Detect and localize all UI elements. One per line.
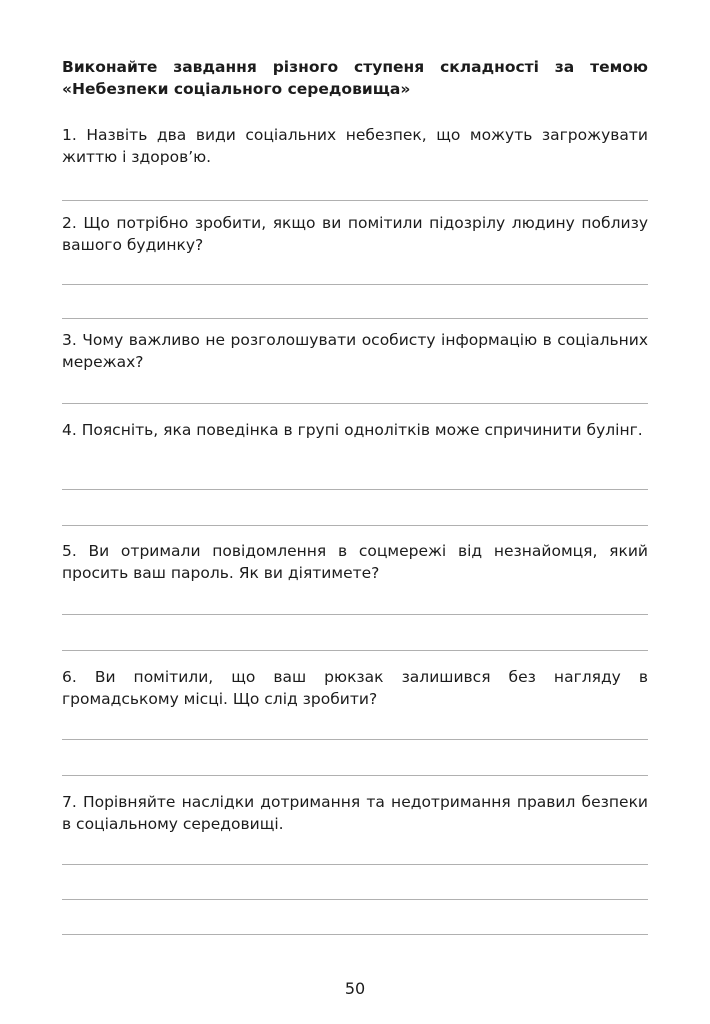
task-4-text: 4. Поясніть, яка поведінка в групі однолітків може спричинити булінг. bbox=[62, 421, 643, 439]
answer-line[interactable] bbox=[62, 318, 648, 319]
task-3-text: 3. Чому важливо не розголошувати особисту інформацію в соціальних мережах? bbox=[62, 331, 648, 371]
answer-line[interactable] bbox=[62, 200, 648, 201]
answer-line[interactable] bbox=[62, 403, 648, 404]
task-1 bbox=[62, 124, 648, 168]
heading-line-1: Виконайте завдання різного ступеня складності за темою bbox=[62, 58, 648, 76]
answer-line[interactable] bbox=[62, 614, 648, 615]
answer-line[interactable] bbox=[62, 489, 648, 490]
answer-line[interactable] bbox=[62, 934, 648, 935]
task-6-text: 6. Ви помітили, що ваш рюкзак залишився без нагляду в громадському місці. Що слід зробити? bbox=[62, 668, 648, 708]
task-6 bbox=[62, 666, 648, 710]
worksheet-page bbox=[62, 56, 648, 833]
task-4 bbox=[62, 419, 648, 441]
page-number: 50 bbox=[344, 979, 366, 998]
task-5-text: 5. Ви отримали повідомлення в соцмережі від незнайомця, який просить ваш пароль. Як ви діятимете? bbox=[62, 542, 648, 582]
task-7-text: 7. Порівняйте наслідки дотримання та недотримання правил безпеки в соціальному середовищі. bbox=[62, 793, 648, 833]
answer-line[interactable] bbox=[62, 739, 648, 740]
task-2 bbox=[62, 212, 648, 256]
heading-line-2: «Небезпеки соціального середовища» bbox=[62, 80, 411, 98]
task-3 bbox=[62, 329, 648, 373]
answer-line[interactable] bbox=[62, 650, 648, 651]
answer-line[interactable] bbox=[62, 284, 648, 285]
answer-line[interactable] bbox=[62, 864, 648, 865]
task-1-text: 1. Назвіть два види соціальних небезпек, що можуть загрожувати життю і здоров’ю. bbox=[62, 126, 648, 166]
task-5 bbox=[62, 540, 648, 584]
task-2-text: 2. Що потрібно зробити, якщо ви помітили підозрілу людину поблизу вашого будинку? bbox=[62, 214, 648, 254]
answer-line[interactable] bbox=[62, 775, 648, 776]
task-7 bbox=[62, 791, 648, 835]
worksheet-heading bbox=[62, 56, 648, 100]
answer-line[interactable] bbox=[62, 899, 648, 900]
answer-line[interactable] bbox=[62, 525, 648, 526]
